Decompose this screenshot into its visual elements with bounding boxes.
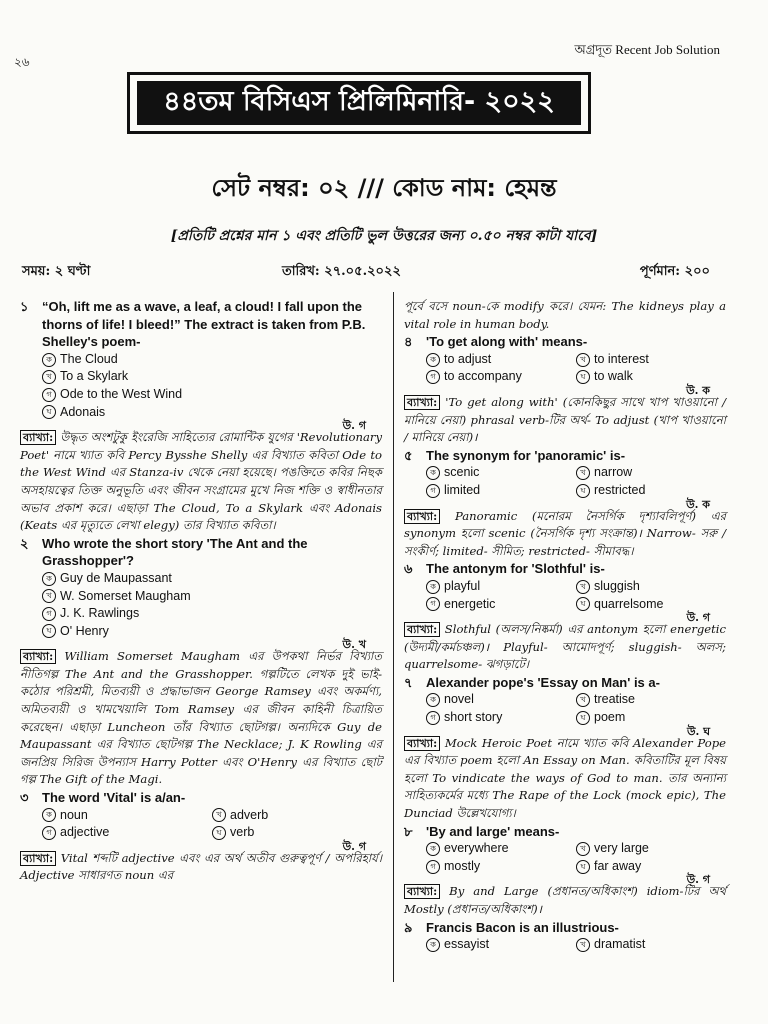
option (576, 578, 726, 596)
question-stem (404, 919, 726, 937)
left-column (20, 298, 382, 885)
explanation (404, 735, 726, 823)
option-text: W. Somerset Maugham (60, 588, 191, 603)
options-list (404, 578, 726, 613)
question-block (404, 447, 726, 561)
option-marker: গ (42, 388, 56, 402)
question-number: ৫ (404, 447, 413, 463)
explanation (404, 883, 726, 918)
question-block (404, 560, 726, 674)
explanation-text: Panoramic (মনোরম নৈসর্গিক দৃশ্যাবলিপূর্ণ) এর synonym হলো scenic (নৈসর্গিক দৃশ্য সংক্রান্ত)। Narrow- সরু / সংকীর্ণ; limited- সীমিত; restricted- সীমাবদ্ধ। (404, 508, 727, 558)
question-stem (404, 560, 726, 578)
options-list (404, 936, 726, 954)
question-number: ৩ (20, 790, 29, 806)
explanation-label: ব্যাখ্যা: (404, 736, 440, 751)
options-list (404, 691, 726, 726)
option-text: treatise (594, 692, 635, 707)
option (42, 570, 382, 588)
set-code-line: সেট নম্বর: ০২ /// কোড নাম: হেমন্ত (211, 174, 557, 202)
answer-key: উ. গ (686, 611, 710, 625)
column-divider (393, 292, 394, 982)
full-marks: পূর্ণমান: ২০০ (639, 264, 710, 279)
option-marker: ঘ (576, 484, 590, 498)
question-stem (404, 333, 726, 351)
option-marker: খ (212, 808, 226, 822)
option-text: essayist (444, 937, 490, 952)
explanation-text: 'To get along with' (কোনকিছুর সাথে খাপ খাওয়ানো / মানিয়ে নেয়া) phrasal verb-টির অর্থ- To adjust (খাপ খাওয়ানো / মানিয়ে নেয়া)। (404, 394, 726, 445)
option (42, 386, 382, 404)
explanation-label: ব্যাখ্যা: (404, 509, 440, 524)
option-marker: ক (426, 580, 440, 594)
explanation (20, 429, 382, 535)
question-stem (20, 535, 382, 570)
option (426, 578, 576, 596)
explanation-text: William Somerset Maugham এর উপকথা নির্ভর বিখ্যাত নীতিগল্প The Ant and the Grasshopper. গল্পটিতে লেখক দুই ভাই- কঠোর পরিশ্রমী, মিতব্যয়ী ও প্রদ্ধাভাজন George Ramsey এবং অকর্মণ্য, অমিতব্যয়ী ও খামখেয়ালি Tom Ramsey এর জীবন কাহিনী চিত্রায়িত করেছেন। এছাড়া Luncheon তাঁর বিখ্যাত ছোটগল্প। অন্যদিকে Guy de Maupassant এর বিখ্যাত ছোটগল্প The Necklace; J. K Rowling এর জনপ্রিয় সিরিজ উপন্যাস Harry Potter এবং O'Henry এর বিখ্যাত ছোট গল্প The Gift of the Magi. (20, 649, 382, 787)
option-text: far away (594, 858, 642, 873)
option-text: Adonais (60, 404, 106, 419)
question-number: ৮ (404, 823, 413, 839)
option (42, 605, 382, 623)
option (426, 464, 576, 482)
option-text: everywhere (444, 841, 509, 856)
option-marker: খ (42, 589, 56, 603)
option (426, 368, 576, 386)
continued-explanation: পূর্বে বসে noun-কে modify করে। যেমন: The kidneys play a vital role in human body. (404, 299, 726, 331)
explanation (404, 621, 726, 674)
answer-key: উ. খ (342, 638, 366, 652)
option-text: to interest (594, 351, 649, 366)
option-marker: ঘ (42, 405, 56, 419)
option-text: Guy de Maupassant (60, 570, 172, 585)
option-marker: ক (426, 842, 440, 856)
explanation-label: ব্যাখ্যা: (20, 649, 56, 664)
option-marker: গ (426, 711, 440, 725)
option-text: poem (594, 710, 626, 725)
option-marker: ঘ (576, 597, 590, 611)
option (426, 691, 576, 709)
option-text: playful (444, 578, 481, 593)
question-number: ১ (20, 299, 29, 314)
option-text: adjective (60, 825, 110, 840)
option-marker: গ (426, 860, 440, 874)
option-marker: খ (576, 353, 590, 367)
question-stem (404, 447, 726, 465)
option (426, 709, 576, 727)
option-text: restricted (594, 482, 646, 497)
book-title: অগ্রদূত Recent Job Solution (574, 42, 720, 57)
explanation-text: উদ্ধৃত অংশটুকু ইংরেজি সাহিত্যের রোমান্টিক যুগের 'Revolutionary Poet' নামে খ্যাত কবি Percy Bysshe Shelly এর বিখ্যাত কবিতা Ode to the West Wind এর Stanza-iv থেকে নেয়া হয়েছে। পঙক্তিতে কবির নিছক অসহায়ত্বের তিক্ত অনুভূতি এবং জীবন সংগ্রামের মুখে নিজ শক্তি ও স্বাধীনতার অভাব প্রকাশ করে। এছাড়া The Cloud, To a Skylark এবং Adonais (Keats এর মৃত্যুতে লেখা elegy) তার বিখ্যাত কবিতা। (20, 430, 383, 533)
option-text: short story (444, 710, 503, 725)
option-text: Ode to the West Wind (60, 386, 183, 401)
option-text: novel (444, 692, 474, 707)
option-marker: ক (426, 938, 440, 952)
option-marker: ক (42, 572, 56, 586)
question-text: Alexander pope's 'Essay on Man' is a- (426, 674, 660, 690)
question-stem (404, 674, 726, 692)
option-text: dramatist (594, 937, 646, 952)
explanation (404, 394, 726, 447)
right-column (404, 298, 726, 954)
option-marker: গ (426, 597, 440, 611)
option-text: sluggish (594, 578, 640, 593)
question-block (404, 823, 726, 919)
option-text: to adjust (444, 351, 492, 366)
option-marker: ক (426, 466, 440, 480)
option-marker: ঘ (212, 826, 226, 840)
option-text: quarrelsome (594, 596, 664, 611)
option-marker: খ (576, 466, 590, 480)
question-text: 'By and large' means- (426, 823, 560, 839)
explanation-text: Slothful (অলস/নিষ্কর্মা) এর antonym হলো energetic (উদ্যমী/কর্মচঞ্চল)। Playful- আমোদপূর্ণ; sluggish- অলস; quarrelsome- ঝগড়াটে। (404, 622, 727, 672)
option-marker: খ (576, 842, 590, 856)
option-text: limited (444, 482, 481, 497)
option-text: scenic (444, 465, 480, 480)
options-list (404, 840, 726, 875)
option-text: J. K. Rawlings (60, 606, 140, 621)
explanation-label: ব্যাখ্যা: (20, 430, 56, 445)
option (426, 596, 576, 614)
option (576, 840, 726, 858)
question-text: The synonym for 'panoramic' is- (426, 447, 626, 463)
answer-key: উ. ক (686, 497, 710, 511)
explanation-label: ব্যাখ্যা: (404, 884, 440, 899)
option-marker: গ (426, 484, 440, 498)
option-text: very large (594, 841, 649, 856)
option (576, 464, 726, 482)
options-list (20, 570, 382, 640)
answer-key: উ. গ (686, 873, 710, 887)
question-number: ৬ (404, 561, 413, 577)
option-text: energetic (444, 596, 496, 611)
question-text: Francis Bacon is an illustrious- (426, 919, 619, 935)
option-marker: ঘ (42, 624, 56, 638)
option (212, 807, 382, 825)
option-text: noun (60, 807, 88, 822)
option (426, 936, 576, 954)
option-text: mostly (444, 858, 481, 873)
explanation-text: Vital শব্দটি adjective এবং এর অর্থ অতীব গুরুত্বপূর্ণ / অপরিহার্য। Adjective সাধারণত noun এর (20, 850, 382, 883)
option-marker: ক (42, 808, 56, 822)
question-text: “Oh, lift me as a wave, a leaf, a cloud! I fall upon the thorns of life! I bleed!” The extract is taken from P.B. Shelley's poem- (42, 299, 366, 350)
option-marker: খ (576, 580, 590, 594)
question-block (404, 333, 726, 447)
explanation (20, 648, 382, 789)
question-block (20, 535, 382, 789)
question-text: 'To get along with' means- (426, 334, 588, 350)
option (426, 858, 576, 876)
option (42, 351, 382, 369)
options-list (404, 351, 726, 386)
exam-title-box (127, 72, 591, 134)
option-marker: গ (42, 826, 56, 840)
option (42, 588, 382, 606)
option-text: to walk (594, 369, 633, 384)
explanation (404, 508, 726, 561)
option (426, 482, 576, 500)
marking-rule-note: [প্রতিটি প্রশ্নের মান ১ এবং প্রতিটি ভুল উত্তরের জন্য ০.৫০ নম্বর কাটা যাবে] (170, 228, 598, 244)
option (576, 351, 726, 369)
answer-key: উ. ঘ (686, 724, 710, 738)
options-list (20, 351, 382, 421)
question-text: The word 'Vital' is a/an- (42, 790, 186, 806)
option-text: The Cloud (60, 351, 118, 366)
option (42, 824, 212, 842)
options-list (404, 464, 726, 499)
option-marker: ঘ (576, 860, 590, 874)
question-block (404, 674, 726, 823)
question-number: ২ (20, 535, 29, 551)
explanation (20, 850, 382, 885)
exam-date: তারিখ: ২৭.০৫.২০২২ (282, 264, 401, 279)
option-text: verb (230, 825, 255, 840)
answer-key: উ. গ (342, 839, 366, 853)
option-marker: ক (426, 353, 440, 367)
option-marker: গ (42, 607, 56, 621)
question-number: ৭ (404, 674, 413, 690)
option (42, 807, 212, 825)
explanation-text: By and Large (প্রধানত/অধিকাংশ) idiom-টির অর্থ Mostly (প্রধানত/অধিকাংশ)। (404, 884, 726, 916)
option-text: narrow (594, 465, 633, 480)
option-marker: খ (42, 370, 56, 384)
option (426, 840, 576, 858)
page-number: ২৬ (14, 55, 30, 69)
explanation-label: ব্যাখ্যা: (404, 395, 440, 410)
option (576, 691, 726, 709)
exam-title: ৪৪তম বিসিএস প্রিলিমিনারি- ২০২২ (137, 81, 581, 125)
option (576, 936, 726, 954)
explanation-label: ব্যাখ্যা: (404, 622, 440, 637)
exam-time: সময়: ২ ঘণ্টা (22, 264, 91, 279)
option-text: O' Henry (60, 623, 109, 638)
options-list (20, 807, 382, 842)
option-marker: ক (426, 693, 440, 707)
option-text: adverb (230, 807, 269, 822)
question-stem (20, 789, 382, 807)
answer-key: উ. গ (342, 419, 366, 433)
question-text: Who wrote the short story 'The Ant and the Grasshopper'? (42, 535, 308, 569)
question-block (20, 298, 382, 535)
option (426, 351, 576, 369)
option-marker: ঘ (576, 711, 590, 725)
option-marker: খ (576, 938, 590, 952)
option-marker: ঘ (576, 370, 590, 384)
option-marker: গ (426, 370, 440, 384)
question-stem (20, 298, 382, 351)
option-marker: খ (576, 693, 590, 707)
option-text: To a Skylark (60, 369, 129, 384)
answer-key: উ. ক (686, 383, 710, 397)
question-number: ৪ (404, 334, 413, 350)
question-text: The antonym for 'Slothful' is- (426, 561, 605, 577)
option-marker: ক (42, 353, 56, 367)
question-number: ৯ (404, 919, 413, 935)
question-block (20, 789, 382, 885)
question-block (404, 919, 726, 954)
question-stem (404, 823, 726, 841)
option (42, 368, 382, 386)
explanation-label: ব্যাখ্যা: (20, 851, 56, 866)
option-text: to accompany (444, 369, 522, 384)
explanation-text: Mock Heroic Poet নামে খ্যাত কবি Alexander Pope এর বিখ্যাত poem হলো An Essay on Man. কবিতাটির মূল বিষয় হলো To vindicate the ways of God to man. তার অন্যান্য সাহিত্যকর্মের মধ্যে The Rape of the Lock (mock epic), The Dunciad উল্লেখযোগ্য। (404, 735, 726, 821)
